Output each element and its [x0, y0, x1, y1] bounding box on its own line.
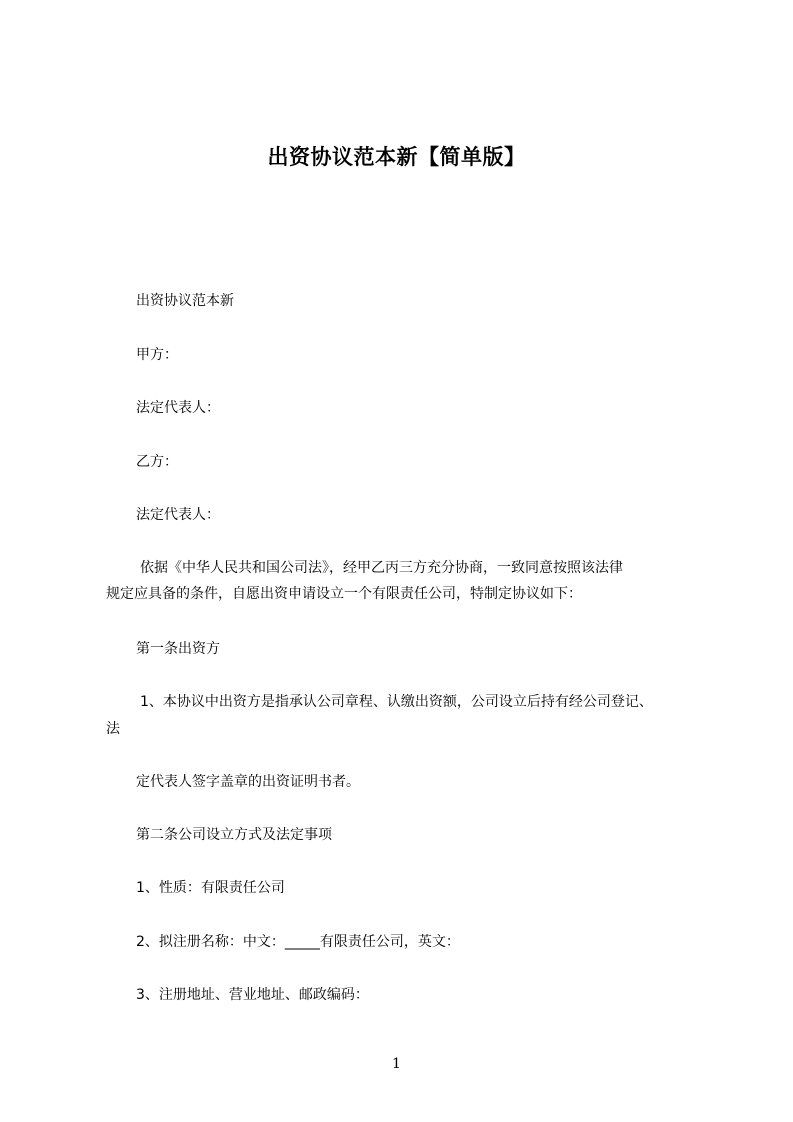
page-number: 1 [392, 1056, 401, 1072]
preamble-line-1: 依据《中华人民共和国公司法》，经甲乙丙三方充分协商，一致同意按照该法律 [140, 560, 623, 576]
article-2-clause-1: 1、性质：有限责任公司 [136, 880, 285, 896]
article-1-heading: 第一条出资方 [136, 641, 220, 657]
article-1-clause-1-line-1: 1、本协议中出资方是指承认公司章程、认缴出资额，公司设立后持有经公司登记、 [140, 694, 653, 710]
party-b-representative-label: 法定代表人： [136, 507, 220, 523]
preamble-line-2: 规定应具备的条件，自愿出资申请设立一个有限责任公司，特制定协议如下： [106, 586, 582, 602]
document-title: 出资协议范本新【简单版】 [267, 145, 526, 169]
party-b-label: 乙方： [136, 454, 178, 470]
party-a-label: 甲方： [136, 347, 178, 363]
article-2-heading: 第二条公司设立方式及法定事项 [136, 827, 332, 843]
party-a-representative-label: 法定代表人： [136, 400, 220, 416]
paragraph-heading: 出资协议范本新 [136, 293, 234, 309]
article-2-clause-2: 2、拟注册名称：中文：_____有限责任公司，英文： [136, 934, 460, 950]
article-2-clause-3: 3、注册地址、营业地址、邮政编码： [136, 987, 369, 1003]
article-1-clause-1-line-2: 法 [106, 721, 120, 737]
article-1-clause-1-line-3: 定代表人签字盖章的出资证明书者。 [136, 774, 360, 790]
